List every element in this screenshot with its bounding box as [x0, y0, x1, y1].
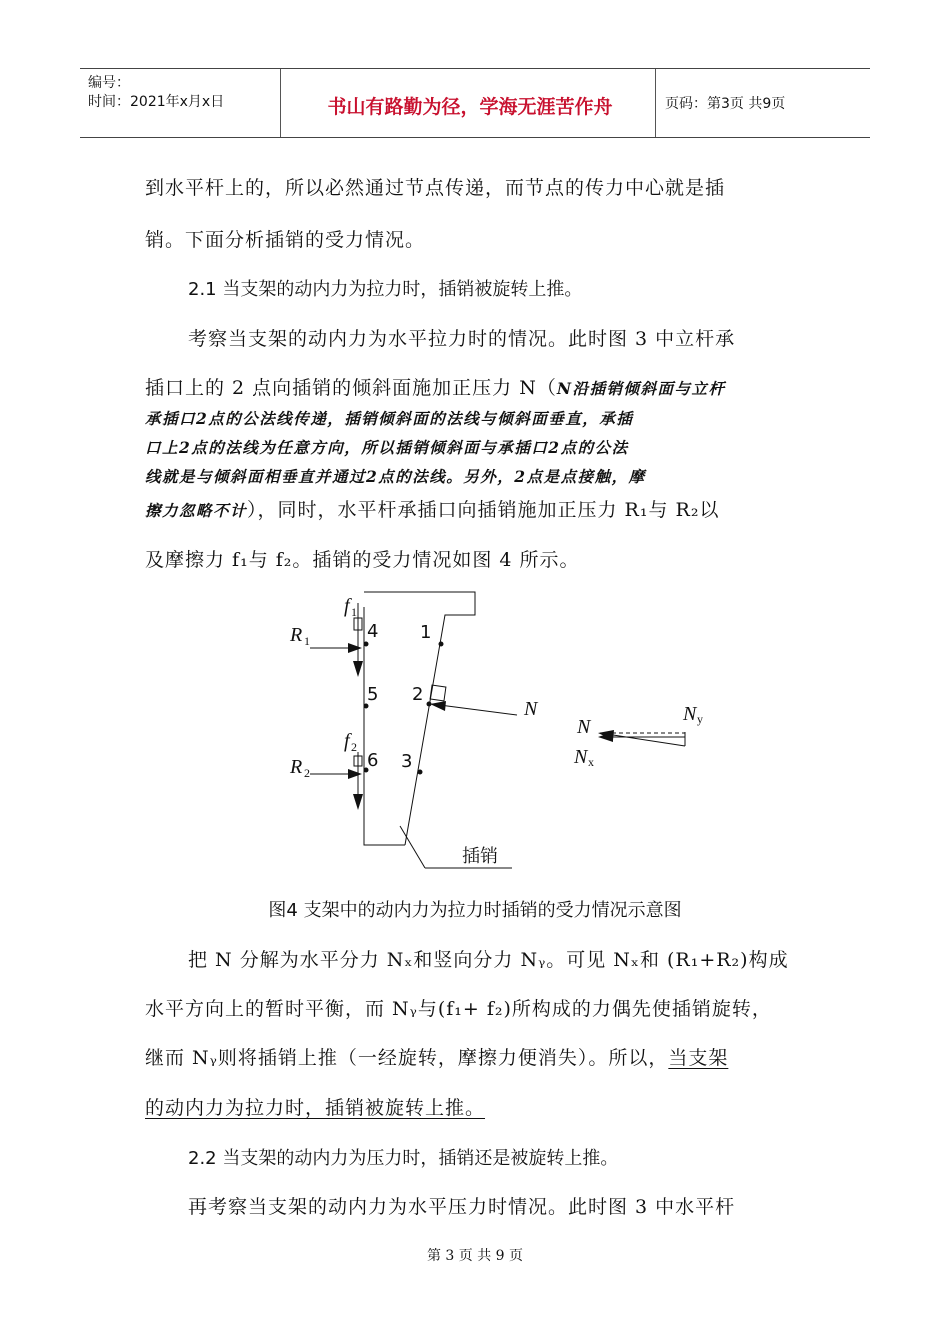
- paragraph-line: 及摩擦力 f₁与 f₂。插销的受力情况如图 4 所示。: [145, 549, 580, 571]
- force-f1-arrowhead: [353, 661, 363, 677]
- point-4: [364, 642, 369, 647]
- paragraph-line: [145, 1043, 728, 1070]
- underlined-conclusion: 当支架: [668, 1047, 729, 1069]
- force-R1-arrowhead: [348, 643, 362, 653]
- paragraph-line: 再考察当支架的动内力为水平压力时情况。此时图 3 中水平杆: [188, 1196, 736, 1218]
- header-motto: 书山有路勤为径，学海无涯苦作舟: [327, 96, 613, 118]
- paragraph-line: 水平方向上的暂时平衡，而 Nᵧ与(f₁+ f₂)所构成的力偶先使插销旋转，: [145, 998, 772, 1020]
- label-point-5: 5: [367, 684, 379, 705]
- force-f2-arrowhead: [353, 794, 363, 810]
- point-1: [439, 642, 444, 647]
- label-Ny: N: [683, 703, 697, 725]
- header-page-number: 页码：第3页 共9页: [665, 96, 786, 112]
- underlined-conclusion: 的动内力为拉力时，插销被旋转上推。: [145, 1097, 486, 1119]
- label-f2-sub: 2: [351, 740, 357, 754]
- paragraph-text: 插口上的 2 点向插销的倾斜面施加正压力 N（: [145, 377, 557, 399]
- label-R1-sub: 1: [304, 634, 310, 648]
- label-decomp-N: N: [577, 716, 591, 738]
- paragraph-line: 销。下面分析插销的受力情况。: [145, 229, 426, 251]
- paragraph-text: 继而 Nᵧ则将插销上推（一经旋转，摩擦力便消失）。所以，: [145, 1047, 669, 1069]
- label-pin: 插销: [462, 846, 498, 867]
- label-N: N: [524, 698, 538, 720]
- label-R2-sub: 2: [304, 766, 310, 780]
- figure-caption: 图4 支架中的动内力为拉力时插销的受力情况示意图: [268, 900, 682, 921]
- label-f2: f: [344, 730, 350, 752]
- section-heading-2-1: 2.1 当支架的动内力为拉力时，插销被旋转上推。: [188, 279, 583, 300]
- point-3: [418, 770, 423, 775]
- note-line: 口上2点的法线为任意方向，所以插销倾斜面与承插口2点的公法: [145, 438, 629, 457]
- label-point-3: 3: [401, 751, 413, 772]
- label-point-1: 1: [420, 622, 432, 643]
- paragraph-text: ），同时，水平杆承插口向插销施加正压力 R₁与 R₂以: [247, 499, 720, 521]
- section-heading-2-2: 2.2 当支架的动内力为压力时，插销还是被旋转上推。: [188, 1148, 619, 1169]
- pin-outline: [364, 592, 512, 868]
- doc-date: 时间：2021年x月x日: [88, 94, 225, 110]
- label-Ny-sub: y: [697, 712, 703, 726]
- label-point-4: 4: [367, 621, 379, 642]
- note-text: 擦力忽略不计: [145, 501, 248, 520]
- note-line: 线就是与倾斜面相垂直并通过2点的法线。另外，2点是点接触，摩: [145, 467, 646, 486]
- note-text: N沿插销倾斜面与立杆: [556, 379, 726, 398]
- force-R2-arrowhead: [348, 769, 362, 779]
- note-line: 承插口2点的公法线传递，插销倾斜面的法线与倾斜面垂直，承插: [145, 409, 634, 428]
- doc-code: 编号：: [88, 75, 130, 91]
- label-Nx: N: [574, 746, 588, 768]
- paragraph-line: 考察当支架的动内力为水平拉力时的情况。此时图 3 中立杆承: [188, 328, 736, 350]
- label-point-6: 6: [367, 750, 379, 771]
- label-f1: f: [344, 595, 350, 617]
- label-Nx-sub: x: [588, 755, 594, 769]
- paragraph-line: 把 N 分解为水平分力 Nₓ和竖向分力 Nᵧ。可见 Nₓ和 (R₁+R₂)构成: [188, 949, 789, 971]
- label-R1: R: [290, 624, 303, 646]
- label-R2: R: [290, 756, 303, 778]
- label-f1-sub: 1: [351, 605, 357, 619]
- force-N-arrowhead: [430, 701, 446, 711]
- label-point-2: 2: [412, 684, 424, 705]
- paragraph-line: 到水平杆上的，所以必然通过节点传递，而节点的传力中心就是插: [145, 177, 726, 199]
- page-footer: 第 3 页 共 9 页: [426, 1248, 524, 1264]
